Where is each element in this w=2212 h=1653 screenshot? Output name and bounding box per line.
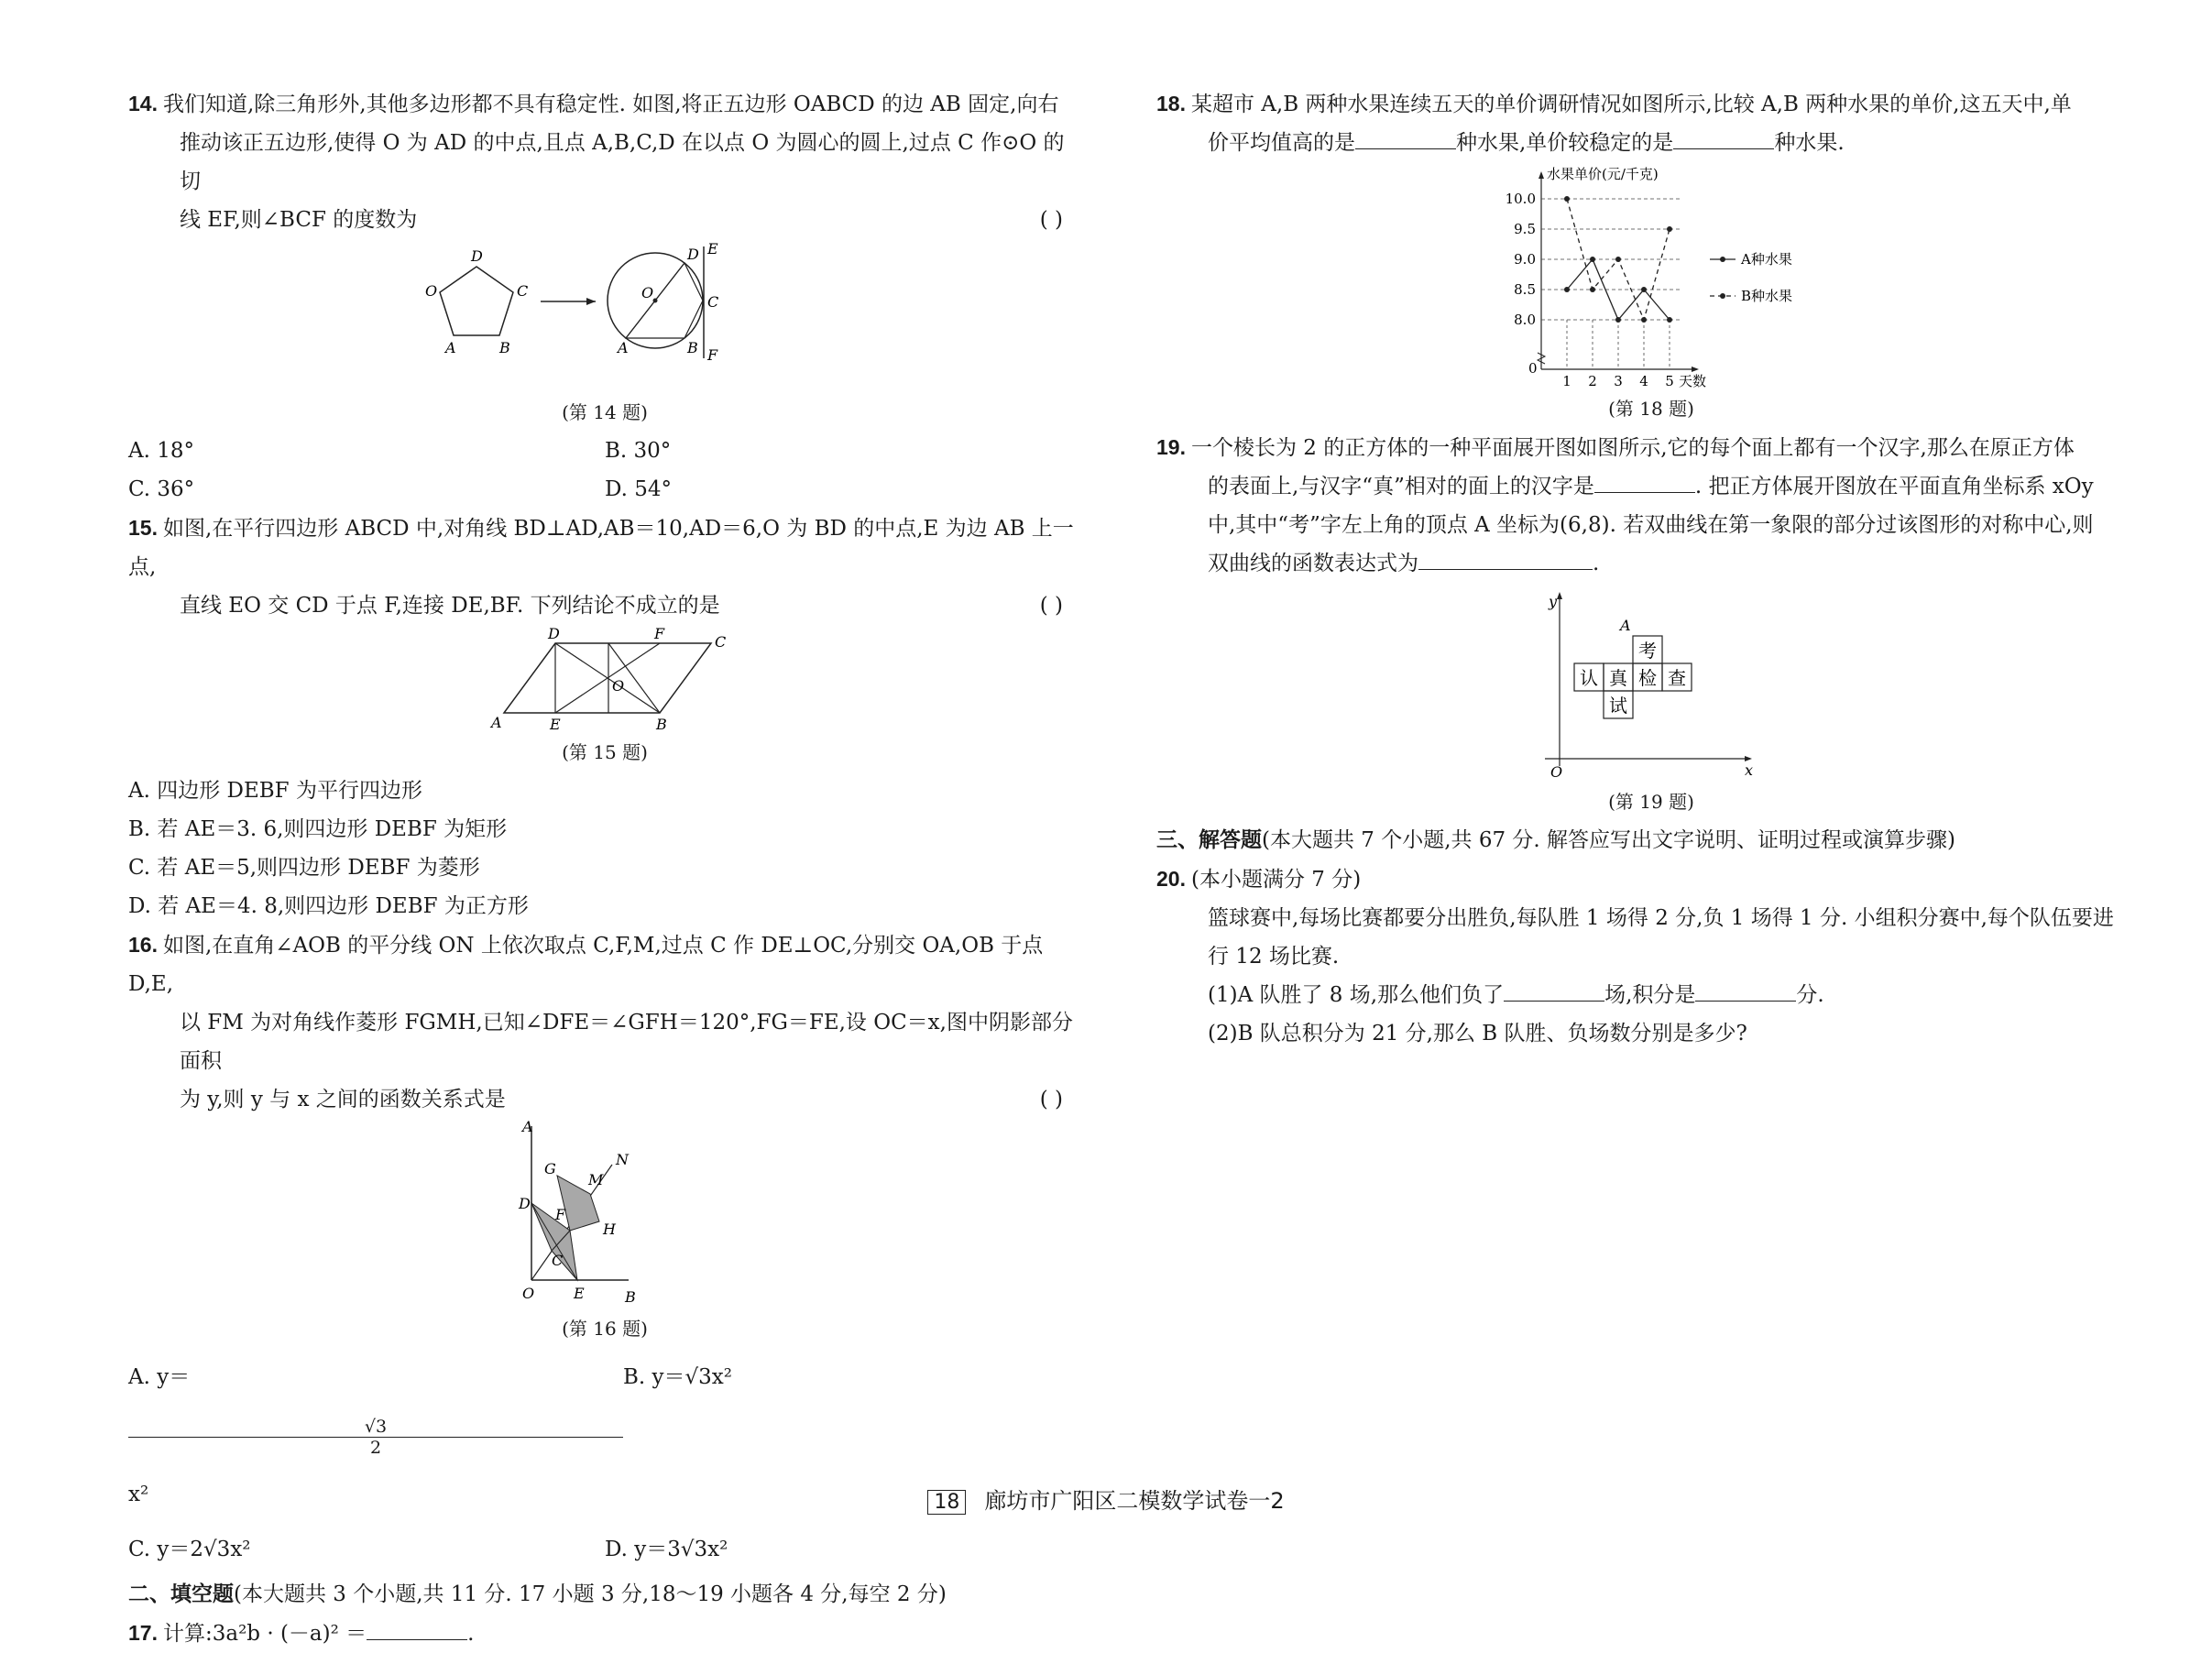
fig-label: O	[425, 282, 438, 300]
question-text: (2)B 队总积分为 21 分,那么 B 队胜、负场数分别是多少?	[1208, 1022, 1747, 1045]
answer-blank[interactable]	[1418, 547, 1593, 570]
answer-paren: ( )	[1039, 594, 1063, 618]
series-a-point	[1641, 287, 1647, 292]
figure-14	[412, 239, 797, 395]
point-label: A	[1620, 617, 1631, 634]
question-text: 推动该正五边形,使得 O 为 AD 的中点,且点 A,B,C,D 在以点 O 为圆心的圆上,过点 C 作⊙O 的切	[180, 131, 1065, 193]
figure-15	[486, 625, 727, 735]
cube-face-kao: 考	[1638, 640, 1657, 662]
cube-face-ren: 认	[1580, 667, 1598, 689]
fig-label: D	[548, 625, 560, 642]
series-a-point	[1564, 287, 1570, 292]
fig-label: D	[687, 246, 699, 263]
figure-19	[1532, 583, 1770, 784]
fig-label: B	[687, 339, 698, 356]
cube-face-cha: 查	[1668, 667, 1686, 689]
y-axis-label: 水果单价(元/千克)	[1547, 166, 1659, 182]
question-number: 18.	[1156, 92, 1186, 115]
figure-16	[504, 1119, 706, 1311]
axis-label: y	[1549, 593, 1558, 610]
section-2-heading: 二、填空题(本大题共 3 个小题,共 11 分. 17 小题 3 分,18～19 小题各 4 分,每空 2 分)	[128, 1582, 947, 1606]
answer-blank[interactable]	[1594, 470, 1695, 493]
x-tick-label: 1	[1562, 373, 1571, 389]
question-number: 16.	[128, 933, 158, 957]
x-tick-label: 4	[1639, 373, 1648, 389]
fig-label: E	[707, 240, 718, 257]
fig-label: F	[707, 346, 718, 364]
question-text: 为 y,则 y 与 x 之间的函数关系式是	[180, 1088, 506, 1111]
question-text: 以 FM 为对角线作菱形 FGMH,已知∠DFE＝∠GFH＝120°,FG＝FE,设 OC＝x,图中阴影部分面积	[180, 1011, 1073, 1073]
question-number: 20.	[1156, 867, 1186, 891]
answer-blank[interactable]	[1355, 126, 1456, 149]
answer-paren: ( )	[1039, 208, 1063, 232]
legend-label: A种水果	[1741, 251, 1792, 268]
option-d: D. 54°	[605, 477, 673, 501]
fig-label: B	[656, 716, 667, 733]
right-column	[1156, 84, 2146, 1053]
axis-label: x	[1745, 761, 1754, 779]
y-tick-label: 10.0	[1505, 191, 1536, 207]
fig-label: H	[603, 1221, 616, 1238]
option-c: C. 36°	[128, 477, 195, 501]
option-d: D. y＝3√3x²	[605, 1538, 728, 1561]
option-c: C. y＝2√3x²	[128, 1538, 251, 1561]
fig-label: O	[612, 677, 625, 695]
legend-marker	[1720, 257, 1725, 262]
option-a: A. 四边形 DEBF 为平行四边形	[128, 779, 422, 803]
fig-label: E	[574, 1285, 585, 1302]
fig-label: G	[544, 1160, 556, 1177]
figure-caption: (第 18 题)	[1608, 398, 1694, 420]
legend-marker	[1720, 293, 1725, 299]
fig-label: B	[499, 339, 510, 356]
series-b-point	[1564, 196, 1570, 202]
question-number: 14.	[128, 92, 158, 115]
question-text: 行 12 场比赛.	[1208, 945, 1340, 969]
fruit-price-chart	[1468, 162, 1834, 391]
answer-paren: ( )	[1039, 1088, 1063, 1111]
y-tick-label: 8.5	[1514, 281, 1536, 298]
question-16	[128, 925, 1081, 1575]
series-a-point	[1667, 317, 1672, 323]
answer-blank[interactable]	[367, 1617, 467, 1640]
question-text: 我们知道,除三角形外,其他多边形都不具有稳定性. 如图,将正五边形 OABCD 的边 AB 固定,向右	[162, 93, 1059, 116]
fig-label: A	[491, 714, 502, 731]
axis-break	[1538, 353, 1545, 364]
question-text: 中,其中“考”字左上角的顶点 A 坐标为(6,8). 若双曲线在第一象限的部分过该图形的对称中心,则	[1208, 513, 2094, 537]
question-14	[128, 84, 1081, 509]
question-number: 15.	[128, 516, 158, 540]
x-axis-arrow	[1692, 367, 1699, 372]
option-b: B. y＝√3x²	[623, 1365, 732, 1389]
option-a: A. y＝ $\frac{√3}{2}$ x²	[128, 1348, 623, 1524]
option-a: A. 18°	[128, 439, 194, 463]
fig-label: D	[519, 1195, 531, 1212]
fig-label: A	[618, 339, 629, 356]
fig-label: E	[550, 716, 561, 733]
question-19: 19. 一个棱长为 2 的正方体的一种平面展开图如图所示,它的每个面上都有一个汉字,那么在原正方体 的表面上,与汉字“真”相对的面上的汉字是 . 把正方体展开图放在平面直角坐标系 xOy 中,其中“考”字左上角的顶点 A 坐标为(6,8). 若双曲线在第一象限的部分过该图形的对称中心,则 双曲线的函数表达式为 . y x O A 考 认 真 检 查 试 (第 19 题)	[1156, 428, 2146, 816]
option-b: B. 30°	[605, 439, 672, 463]
fig-label: D	[471, 247, 483, 265]
fig-label: A	[445, 339, 456, 356]
x-tick-label: 5	[1665, 373, 1674, 389]
cube-face-zhen: 真	[1609, 667, 1627, 689]
question-18: 18. 某超市 A,B 两种水果连续五天的单价调研情况如图所示,比较 A,B 两种水果的单价,这五天中,单 价平均值高的是 种水果,单价较稳定的是 种水果. 水果单价(元/千克) 天数 0 10.0 9.5 9.0 8.5 8.0 1 2 3 4 5 A种水果 B种水果 (第 18 题)	[1156, 84, 2146, 422]
origin-label: 0	[1528, 360, 1538, 377]
series-b-point	[1641, 317, 1647, 323]
question-text: 篮球赛中,每场比赛都要分出胜负,每队胜 1 场得 2 分,负 1 场得 1 分. 小组积分赛中,每个队伍要进	[1208, 906, 2114, 930]
x-tick-label: 2	[1588, 373, 1597, 389]
series-b-point	[1667, 226, 1672, 232]
left-column	[128, 84, 1081, 1653]
figure-caption: (第 19 题)	[1608, 791, 1694, 813]
page-footer	[0, 1483, 2212, 1515]
option-c: C. 若 AE＝5,则四边形 DEBF 为菱形	[128, 856, 480, 880]
fig-label: C	[517, 282, 529, 300]
x-tick-label: 3	[1614, 373, 1623, 389]
option-b: B. 若 AE＝3. 6,则四边形 DEBF 为矩形	[128, 817, 508, 841]
fig-label: A	[522, 1118, 533, 1135]
series-b-point	[1590, 287, 1595, 292]
fig-label: O	[641, 284, 654, 301]
answer-blank[interactable]	[1695, 979, 1796, 1002]
figure-caption: (第 15 题)	[562, 741, 648, 763]
question-number: 19.	[1156, 435, 1186, 459]
section-3-heading: 三、解答题(本大题共 7 个小题,共 67 分. 解答应写出文字说明、证明过程或演算步骤)	[1156, 827, 1956, 852]
answer-blank[interactable]	[1673, 126, 1774, 149]
fig-label: N	[616, 1151, 629, 1168]
fig-label: O	[522, 1285, 535, 1302]
figure-caption: (第 14 题)	[562, 401, 648, 423]
question-text: 线 EF,则∠BCF 的度数为	[180, 208, 418, 232]
figure-caption: (第 16 题)	[562, 1318, 648, 1340]
answer-blank[interactable]	[1504, 979, 1604, 1002]
series-a-point	[1615, 317, 1621, 323]
legend-label: B种水果	[1741, 288, 1793, 304]
question-20: 20. (本小题满分 7 分) 篮球赛中,每场比赛都要分出胜负,每队胜 1 场得 2 分,负 1 场得 1 分. 小组积分赛中,每个队伍要进 行 12 场比赛. (1)A 队胜了 8 场,那么他们负了 场,积分是 分. (2)B 队总积分为 21 分,那么 B 队胜、负场数分别是多少?	[1156, 859, 2146, 1053]
axis-label: O	[1550, 763, 1563, 781]
page-number: 18	[927, 1490, 966, 1515]
y-axis-arrow	[1539, 171, 1544, 179]
question-15	[128, 509, 1081, 925]
question-17: 17. 计算:3a²b · (－a)² ＝ .	[128, 1614, 1081, 1653]
series-a-point	[1590, 257, 1595, 262]
fig-label: F	[654, 625, 665, 642]
fig-label: C	[715, 633, 727, 651]
x-axis-label: 天数	[1679, 373, 1707, 389]
fig-label: C	[552, 1252, 564, 1269]
fig-label: C	[707, 293, 719, 311]
fig-label: B	[625, 1288, 636, 1306]
exam-title: 廊坊市广阳区二模数学试卷一2	[984, 1488, 1285, 1514]
y-tick-label: 8.0	[1514, 312, 1536, 328]
question-text: 如图,在平行四边形 ABCD 中,对角线 BD⊥AD,AB＝10,AD＝6,O 为 BD 的中点,E 为边 AB 上一点,	[128, 517, 1074, 579]
series-b-point	[1615, 257, 1621, 262]
y-tick-label: 9.0	[1514, 251, 1536, 268]
cube-face-shi: 试	[1609, 695, 1627, 717]
option-d: D. 若 AE＝4. 8,则四边形 DEBF 为正方形	[128, 894, 529, 918]
fig-label: M	[588, 1171, 604, 1188]
y-tick-label: 9.5	[1514, 221, 1536, 237]
cube-face-jian: 检	[1638, 667, 1657, 689]
fig-label: F	[555, 1206, 566, 1223]
question-text: 直线 EO 交 CD 于点 F,连接 DE,BF. 下列结论不成立的是	[180, 594, 720, 618]
question-text: 如图,在直角∠AOB 的平分线 ON 上依次取点 C,F,M,过点 C 作 DE⊥OC,分别交 OA,OB 于点 D,E,	[128, 934, 1044, 996]
